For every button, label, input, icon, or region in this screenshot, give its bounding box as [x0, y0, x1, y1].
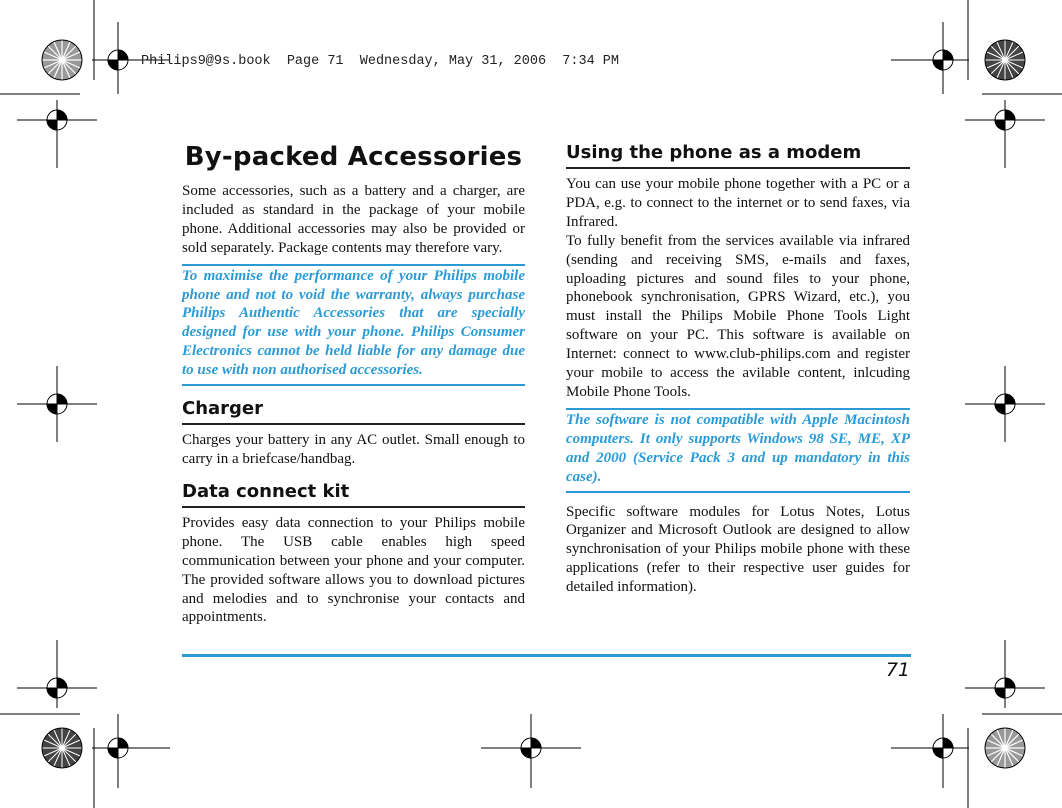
compatibility-note: The software is not compatible with Apple Macintosh computers. It only supports Windows 98 SE, ME, XP and 2000 (Service Pack 3 and up mandatory in this case). — [566, 408, 910, 493]
registration-target-icon — [481, 714, 581, 788]
left-column — [182, 142, 525, 627]
book-stamp: Philips9@9s.book Page 71 Wednesday, May 31, 2006 7:34 PM — [141, 54, 619, 69]
starburst-mark-icon — [985, 728, 1025, 768]
page-title: By-packed Accessories — [184, 142, 523, 172]
registration-target-icon — [891, 22, 969, 94]
registration-target-icon — [92, 714, 170, 788]
registration-target-icon — [965, 366, 1045, 442]
registration-target-icon — [965, 640, 1045, 708]
registration-target-icon — [965, 100, 1045, 168]
data-kit-paragraph: Provides easy data connection to your Philips mobile phone. The USB cable enables high speed communication between your phone and your computer. The provided software allows you to download pictures and melodies and to synchronise your contacts and appointments. — [182, 514, 525, 626]
modem-heading: Using the phone as a modem — [566, 142, 910, 169]
starburst-mark-icon — [985, 40, 1025, 80]
registration-target-icon — [17, 366, 97, 442]
modem-paragraph-3: Specific software modules for Lotus Notes, Lotus Organizer and Microsoft Outlook are designed to allow synchronisation of your Philips mobile phone with these applications (refer to their respective user guides for detailed information). — [566, 503, 910, 596]
starburst-mark-icon — [42, 728, 82, 768]
modem-paragraph-2: To fully benefit from the services available via infrared (sending and receiving SMS, e-mails and faxes, uploading pictures and sound files to your phone, phonebook synchronisation, GPRS Wizard, etc.), you must install the Philips Mobile Phone Tools Light software on your PC. This software is available on Internet: connect to www.club-philips.com and register your mobile to access the avilable content, inlcuding Mobile Phone Tools. — [566, 232, 910, 400]
right-column — [566, 142, 910, 597]
registration-target-icon — [17, 640, 97, 708]
registration-target-icon — [17, 100, 97, 168]
starburst-mark-icon — [42, 40, 82, 80]
warranty-note: To maximise the performance of your Philips mobile phone and not to void the warranty, always purchase Philips Authentic Accessories that are specially designed for use with your phone. Philips Consumer Electronics cannot be held liable for any damage due to use with non authorised accessories. — [182, 264, 525, 386]
data-kit-heading: Data connect kit — [182, 481, 525, 508]
charger-paragraph: Charges your battery in any AC outlet. Small enough to carry in a briefcase/handbag. — [182, 432, 525, 467]
intro-paragraph: Some accessories, such as a battery and a charger, are included as standard in the package of your mobile phone. Additional accessories may also be provided or sold separately. Package contents may therefore vary. — [182, 183, 525, 256]
footer-rule — [182, 654, 911, 657]
charger-heading: Charger — [182, 398, 525, 425]
registration-target-icon — [891, 714, 969, 788]
page-number: 71 — [885, 659, 910, 681]
modem-paragraph-1: You can use your mobile phone together with a PC or a PDA, e.g. to connect to the internet or to send faxes, via Infrared. — [566, 176, 910, 230]
